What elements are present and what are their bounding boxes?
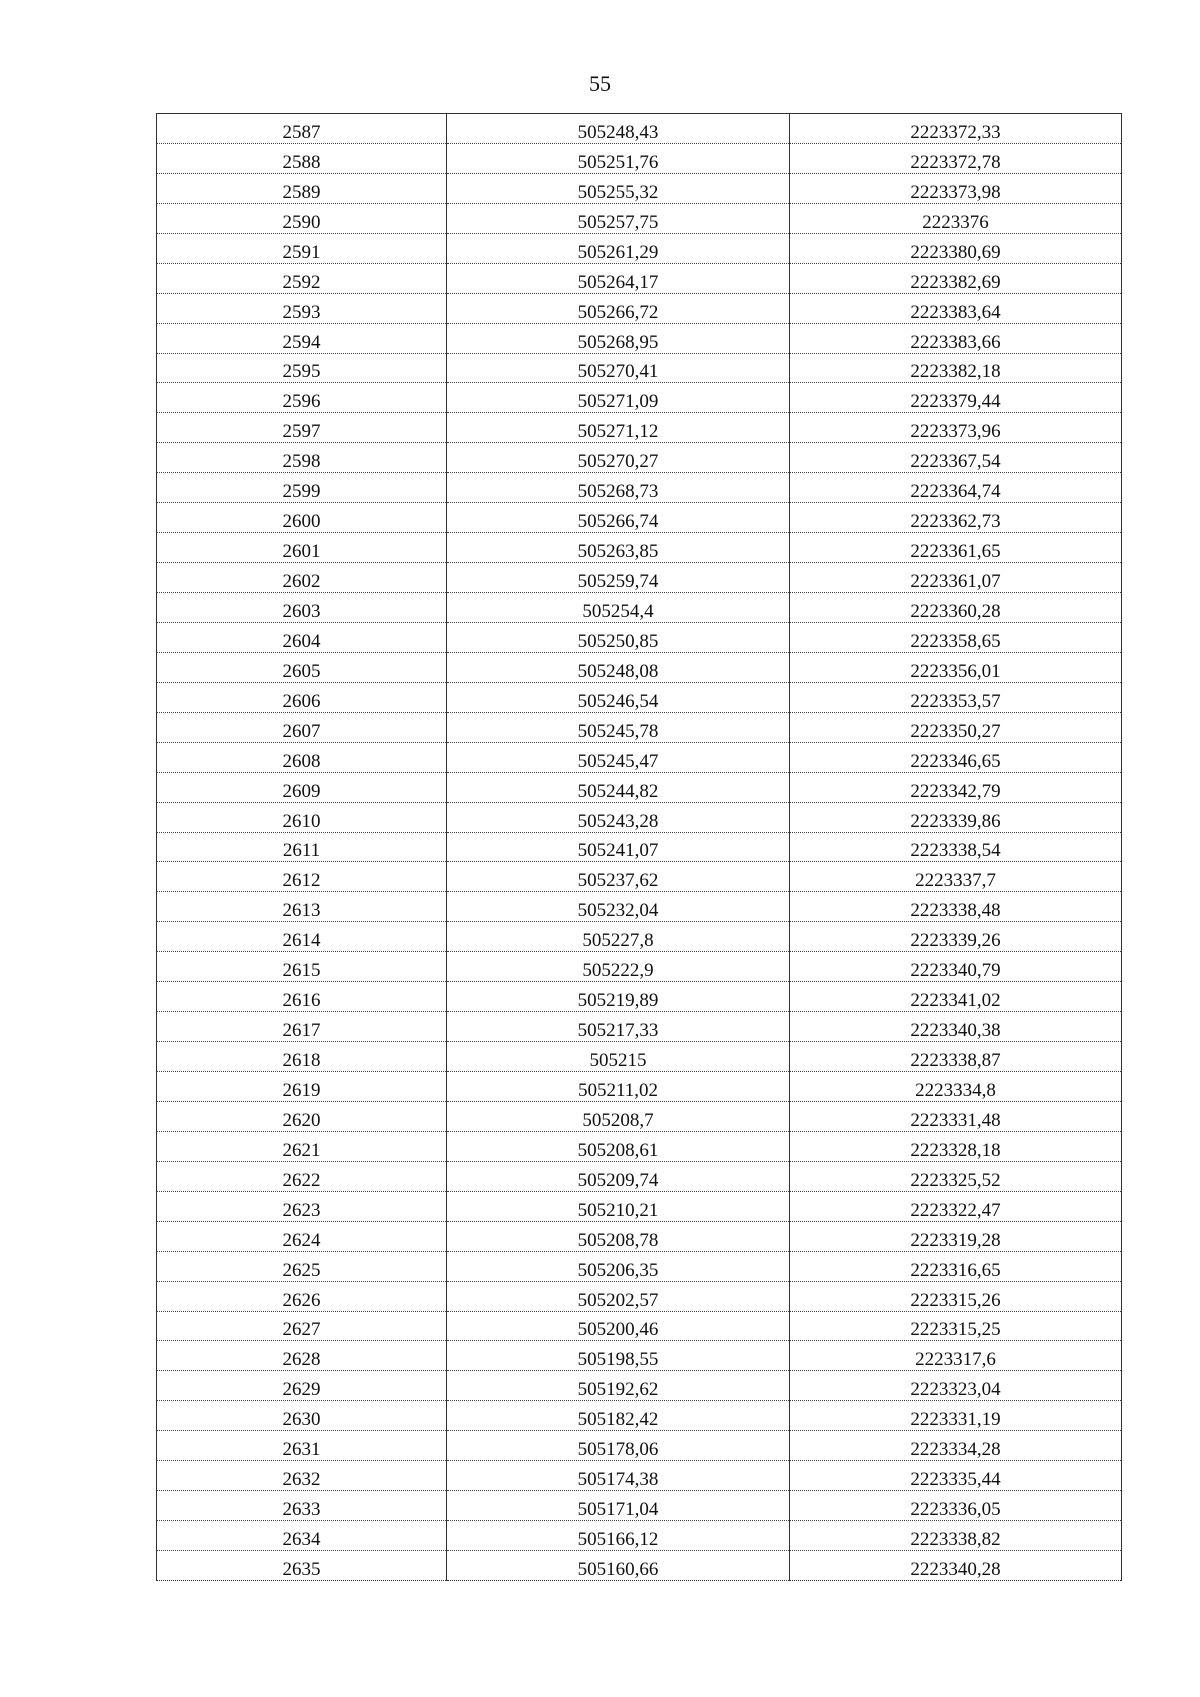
x-coordinate-cell: 505270,27 bbox=[447, 443, 790, 473]
point-number-cell: 2610 bbox=[157, 802, 447, 832]
y-coordinate-cell: 2223338,82 bbox=[790, 1521, 1122, 1551]
x-coordinate-cell: 505217,33 bbox=[447, 1012, 790, 1042]
point-number-cell: 2604 bbox=[157, 622, 447, 652]
y-coordinate-cell: 2223342,79 bbox=[790, 772, 1122, 802]
point-number-cell: 2613 bbox=[157, 892, 447, 922]
table-row bbox=[157, 952, 1122, 982]
point-number-cell: 2615 bbox=[157, 952, 447, 982]
point-number-cell: 2628 bbox=[157, 1341, 447, 1371]
x-coordinate-cell: 505219,89 bbox=[447, 982, 790, 1012]
x-coordinate-cell: 505266,74 bbox=[447, 503, 790, 533]
y-coordinate-cell: 2223364,74 bbox=[790, 473, 1122, 503]
point-number-cell: 2625 bbox=[157, 1251, 447, 1281]
x-coordinate-cell: 505243,28 bbox=[447, 802, 790, 832]
point-number-cell: 2633 bbox=[157, 1491, 447, 1521]
point-number-cell: 2617 bbox=[157, 1012, 447, 1042]
point-number-cell: 2626 bbox=[157, 1281, 447, 1311]
table-row bbox=[157, 1131, 1122, 1161]
x-coordinate-cell: 505192,62 bbox=[447, 1371, 790, 1401]
table-row bbox=[157, 922, 1122, 952]
table-row bbox=[157, 473, 1122, 503]
x-coordinate-cell: 505227,8 bbox=[447, 922, 790, 952]
point-number-cell: 2614 bbox=[157, 922, 447, 952]
point-number-cell: 2591 bbox=[157, 233, 447, 263]
y-coordinate-cell: 2223315,26 bbox=[790, 1281, 1122, 1311]
table-row bbox=[157, 832, 1122, 862]
y-coordinate-cell: 2223322,47 bbox=[790, 1191, 1122, 1221]
y-coordinate-cell: 2223362,73 bbox=[790, 503, 1122, 533]
x-coordinate-cell: 505178,06 bbox=[447, 1431, 790, 1461]
y-coordinate-cell: 2223338,87 bbox=[790, 1042, 1122, 1072]
table-row bbox=[157, 323, 1122, 353]
table-row bbox=[157, 1401, 1122, 1431]
y-coordinate-cell: 2223361,65 bbox=[790, 533, 1122, 563]
y-coordinate-cell: 2223360,28 bbox=[790, 593, 1122, 623]
point-number-cell: 2605 bbox=[157, 652, 447, 682]
x-coordinate-cell: 505171,04 bbox=[447, 1491, 790, 1521]
y-coordinate-cell: 2223379,44 bbox=[790, 383, 1122, 413]
table-row bbox=[157, 533, 1122, 563]
x-coordinate-cell: 505237,62 bbox=[447, 862, 790, 892]
table-row bbox=[157, 682, 1122, 712]
point-number-cell: 2632 bbox=[157, 1461, 447, 1491]
table-row bbox=[157, 742, 1122, 772]
point-number-cell: 2622 bbox=[157, 1161, 447, 1191]
x-coordinate-cell: 505245,78 bbox=[447, 712, 790, 742]
x-coordinate-cell: 505250,85 bbox=[447, 622, 790, 652]
point-number-cell: 2620 bbox=[157, 1101, 447, 1131]
y-coordinate-cell: 2223383,66 bbox=[790, 323, 1122, 353]
y-coordinate-cell: 2223356,01 bbox=[790, 652, 1122, 682]
x-coordinate-cell: 505266,72 bbox=[447, 293, 790, 323]
point-number-cell: 2594 bbox=[157, 323, 447, 353]
table-row bbox=[157, 114, 1122, 144]
x-coordinate-cell: 505209,74 bbox=[447, 1161, 790, 1191]
y-coordinate-cell: 2223358,65 bbox=[790, 622, 1122, 652]
x-coordinate-cell: 505208,78 bbox=[447, 1221, 790, 1251]
y-coordinate-cell: 2223382,18 bbox=[790, 353, 1122, 383]
x-coordinate-cell: 505174,38 bbox=[447, 1461, 790, 1491]
table-row bbox=[157, 593, 1122, 623]
x-coordinate-cell: 505222,9 bbox=[447, 952, 790, 982]
table-row bbox=[157, 1101, 1122, 1131]
y-coordinate-cell: 2223325,52 bbox=[790, 1161, 1122, 1191]
point-number-cell: 2589 bbox=[157, 173, 447, 203]
point-number-cell: 2618 bbox=[157, 1042, 447, 1072]
x-coordinate-cell: 505241,07 bbox=[447, 832, 790, 862]
table-row bbox=[157, 143, 1122, 173]
y-coordinate-cell: 2223334,8 bbox=[790, 1072, 1122, 1102]
table-row bbox=[157, 1221, 1122, 1251]
point-number-cell: 2629 bbox=[157, 1371, 447, 1401]
table-row bbox=[157, 712, 1122, 742]
y-coordinate-cell: 2223338,54 bbox=[790, 832, 1122, 862]
table-row bbox=[157, 1161, 1122, 1191]
coordinates-table-body bbox=[157, 114, 1122, 1581]
x-coordinate-cell: 505259,74 bbox=[447, 563, 790, 593]
point-number-cell: 2623 bbox=[157, 1191, 447, 1221]
x-coordinate-cell: 505270,41 bbox=[447, 353, 790, 383]
table-row bbox=[157, 1491, 1122, 1521]
table-row bbox=[157, 413, 1122, 443]
point-number-cell: 2593 bbox=[157, 293, 447, 323]
y-coordinate-cell: 2223373,98 bbox=[790, 173, 1122, 203]
table-row bbox=[157, 982, 1122, 1012]
y-coordinate-cell: 2223373,96 bbox=[790, 413, 1122, 443]
table-row bbox=[157, 1341, 1122, 1371]
point-number-cell: 2612 bbox=[157, 862, 447, 892]
y-coordinate-cell: 2223372,78 bbox=[790, 143, 1122, 173]
table-row bbox=[157, 622, 1122, 652]
y-coordinate-cell: 2223317,6 bbox=[790, 1341, 1122, 1371]
point-number-cell: 2600 bbox=[157, 503, 447, 533]
table-row bbox=[157, 203, 1122, 233]
y-coordinate-cell: 2223340,28 bbox=[790, 1551, 1122, 1581]
table-row bbox=[157, 563, 1122, 593]
point-number-cell: 2621 bbox=[157, 1131, 447, 1161]
y-coordinate-cell: 2223319,28 bbox=[790, 1221, 1122, 1251]
x-coordinate-cell: 505257,75 bbox=[447, 203, 790, 233]
y-coordinate-cell: 2223380,69 bbox=[790, 233, 1122, 263]
point-number-cell: 2635 bbox=[157, 1551, 447, 1581]
table-row bbox=[157, 443, 1122, 473]
point-number-cell: 2595 bbox=[157, 353, 447, 383]
y-coordinate-cell: 2223376 bbox=[790, 203, 1122, 233]
x-coordinate-cell: 505271,09 bbox=[447, 383, 790, 413]
table-row bbox=[157, 1281, 1122, 1311]
table-row bbox=[157, 1311, 1122, 1341]
x-coordinate-cell: 505268,73 bbox=[447, 473, 790, 503]
x-coordinate-cell: 505254,4 bbox=[447, 593, 790, 623]
point-number-cell: 2616 bbox=[157, 982, 447, 1012]
x-coordinate-cell: 505251,76 bbox=[447, 143, 790, 173]
point-number-cell: 2587 bbox=[157, 114, 447, 144]
x-coordinate-cell: 505202,57 bbox=[447, 1281, 790, 1311]
point-number-cell: 2590 bbox=[157, 203, 447, 233]
table-row bbox=[157, 892, 1122, 922]
table-row bbox=[157, 802, 1122, 832]
table-row bbox=[157, 1072, 1122, 1102]
x-coordinate-cell: 505246,54 bbox=[447, 682, 790, 712]
y-coordinate-cell: 2223353,57 bbox=[790, 682, 1122, 712]
y-coordinate-cell: 2223372,33 bbox=[790, 114, 1122, 144]
y-coordinate-cell: 2223350,27 bbox=[790, 712, 1122, 742]
table-row bbox=[157, 1042, 1122, 1072]
point-number-cell: 2630 bbox=[157, 1401, 447, 1431]
table-row bbox=[157, 1461, 1122, 1491]
x-coordinate-cell: 505248,08 bbox=[447, 652, 790, 682]
table-row bbox=[157, 1521, 1122, 1551]
point-number-cell: 2631 bbox=[157, 1431, 447, 1461]
table-row bbox=[157, 383, 1122, 413]
x-coordinate-cell: 505271,12 bbox=[447, 413, 790, 443]
table-row bbox=[157, 353, 1122, 383]
table-row bbox=[157, 1251, 1122, 1281]
point-number-cell: 2602 bbox=[157, 563, 447, 593]
x-coordinate-cell: 505160,66 bbox=[447, 1551, 790, 1581]
point-number-cell: 2601 bbox=[157, 533, 447, 563]
table-row bbox=[157, 1551, 1122, 1581]
x-coordinate-cell: 505166,12 bbox=[447, 1521, 790, 1551]
coordinates-table bbox=[156, 113, 1122, 1581]
page-number: 55 bbox=[589, 71, 611, 96]
x-coordinate-cell: 505261,29 bbox=[447, 233, 790, 263]
y-coordinate-cell: 2223323,04 bbox=[790, 1371, 1122, 1401]
point-number-cell: 2634 bbox=[157, 1521, 447, 1551]
point-number-cell: 2588 bbox=[157, 143, 447, 173]
y-coordinate-cell: 2223361,07 bbox=[790, 563, 1122, 593]
table-row bbox=[157, 173, 1122, 203]
point-number-cell: 2609 bbox=[157, 772, 447, 802]
x-coordinate-cell: 505206,35 bbox=[447, 1251, 790, 1281]
table-row bbox=[157, 1371, 1122, 1401]
x-coordinate-cell: 505232,04 bbox=[447, 892, 790, 922]
y-coordinate-cell: 2223340,38 bbox=[790, 1012, 1122, 1042]
table-row bbox=[157, 862, 1122, 892]
x-coordinate-cell: 505264,17 bbox=[447, 263, 790, 293]
y-coordinate-cell: 2223339,86 bbox=[790, 802, 1122, 832]
point-number-cell: 2597 bbox=[157, 413, 447, 443]
x-coordinate-cell: 505200,46 bbox=[447, 1311, 790, 1341]
point-number-cell: 2608 bbox=[157, 742, 447, 772]
point-number-cell: 2611 bbox=[157, 832, 447, 862]
point-number-cell: 2592 bbox=[157, 263, 447, 293]
y-coordinate-cell: 2223340,79 bbox=[790, 952, 1122, 982]
x-coordinate-cell: 505198,55 bbox=[447, 1341, 790, 1371]
x-coordinate-cell: 505210,21 bbox=[447, 1191, 790, 1221]
point-number-cell: 2598 bbox=[157, 443, 447, 473]
x-coordinate-cell: 505208,7 bbox=[447, 1101, 790, 1131]
table-row bbox=[157, 1431, 1122, 1461]
x-coordinate-cell: 505255,32 bbox=[447, 173, 790, 203]
table-row bbox=[157, 233, 1122, 263]
x-coordinate-cell: 505211,02 bbox=[447, 1072, 790, 1102]
y-coordinate-cell: 2223338,48 bbox=[790, 892, 1122, 922]
y-coordinate-cell: 2223367,54 bbox=[790, 443, 1122, 473]
point-number-cell: 2606 bbox=[157, 682, 447, 712]
point-number-cell: 2599 bbox=[157, 473, 447, 503]
table-row bbox=[157, 503, 1122, 533]
y-coordinate-cell: 2223336,05 bbox=[790, 1491, 1122, 1521]
table-row bbox=[157, 1012, 1122, 1042]
x-coordinate-cell: 505244,82 bbox=[447, 772, 790, 802]
y-coordinate-cell: 2223382,69 bbox=[790, 263, 1122, 293]
x-coordinate-cell: 505245,47 bbox=[447, 742, 790, 772]
x-coordinate-cell: 505268,95 bbox=[447, 323, 790, 353]
x-coordinate-cell: 505208,61 bbox=[447, 1131, 790, 1161]
x-coordinate-cell: 505215 bbox=[447, 1042, 790, 1072]
y-coordinate-cell: 2223341,02 bbox=[790, 982, 1122, 1012]
point-number-cell: 2596 bbox=[157, 383, 447, 413]
y-coordinate-cell: 2223334,28 bbox=[790, 1431, 1122, 1461]
y-coordinate-cell: 2223383,64 bbox=[790, 293, 1122, 323]
y-coordinate-cell: 2223331,19 bbox=[790, 1401, 1122, 1431]
point-number-cell: 2627 bbox=[157, 1311, 447, 1341]
point-number-cell: 2607 bbox=[157, 712, 447, 742]
y-coordinate-cell: 2223335,44 bbox=[790, 1461, 1122, 1491]
table-row bbox=[157, 263, 1122, 293]
point-number-cell: 2619 bbox=[157, 1072, 447, 1102]
y-coordinate-cell: 2223337,7 bbox=[790, 862, 1122, 892]
table-row bbox=[157, 652, 1122, 682]
x-coordinate-cell: 505248,43 bbox=[447, 114, 790, 144]
x-coordinate-cell: 505263,85 bbox=[447, 533, 790, 563]
point-number-cell: 2624 bbox=[157, 1221, 447, 1251]
y-coordinate-cell: 2223328,18 bbox=[790, 1131, 1122, 1161]
y-coordinate-cell: 2223331,48 bbox=[790, 1101, 1122, 1131]
table-row bbox=[157, 1191, 1122, 1221]
y-coordinate-cell: 2223315,25 bbox=[790, 1311, 1122, 1341]
table-row bbox=[157, 772, 1122, 802]
table-row bbox=[157, 293, 1122, 323]
y-coordinate-cell: 2223339,26 bbox=[790, 922, 1122, 952]
x-coordinate-cell: 505182,42 bbox=[447, 1401, 790, 1431]
point-number-cell: 2603 bbox=[157, 593, 447, 623]
y-coordinate-cell: 2223316,65 bbox=[790, 1251, 1122, 1281]
y-coordinate-cell: 2223346,65 bbox=[790, 742, 1122, 772]
